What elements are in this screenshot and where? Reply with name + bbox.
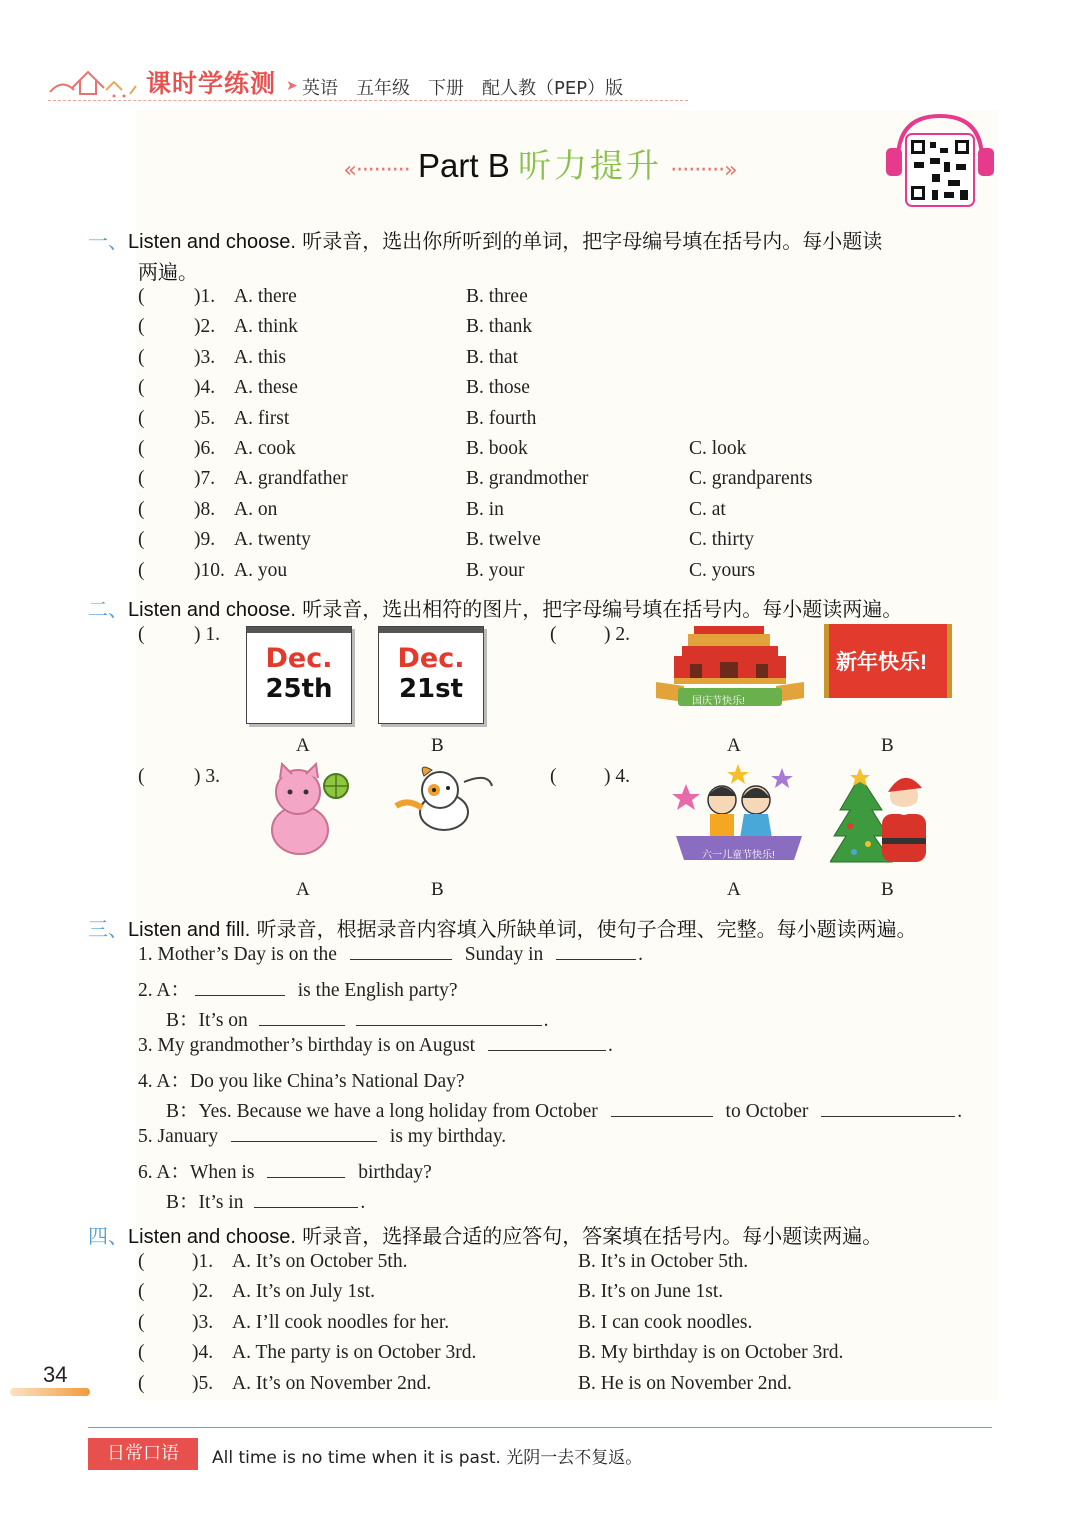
option-c: C. at	[689, 498, 726, 520]
answer-blank[interactable]	[356, 1009, 542, 1026]
part-title-en: Part B	[418, 147, 510, 184]
question-number: )3.	[194, 346, 216, 368]
option-b: B. fourth	[466, 407, 537, 429]
answer-bracket[interactable]: (	[138, 624, 145, 645]
answer-blank[interactable]	[488, 1034, 606, 1051]
question-number: )10.	[194, 559, 225, 581]
decor-right: ·········»	[670, 158, 737, 183]
answer-bracket[interactable]: (	[138, 316, 145, 338]
option-label-a: A	[727, 879, 741, 900]
calendar-a-month: Dec.	[265, 643, 333, 674]
option-label-a: A	[296, 879, 310, 900]
sentence-text: .	[360, 1192, 366, 1213]
option-b: B. that	[466, 346, 518, 368]
decor-left: «·········	[343, 158, 410, 183]
sentence-text: B：It’s on	[166, 1010, 248, 1031]
option-label-a: A	[296, 735, 310, 756]
sentence-text: Sunday in	[464, 944, 544, 965]
section-2-en: Listen and choose.	[128, 599, 296, 621]
option-b: B. It’s in October 5th.	[578, 1251, 749, 1272]
answer-bracket[interactable]: (	[138, 1251, 145, 1272]
question-number: )4.	[194, 377, 216, 399]
option-b: B. those	[466, 377, 530, 399]
question-number: ) 1.	[194, 624, 220, 645]
sentence-text: .	[543, 1010, 549, 1031]
sentence-text: B：Yes. Because we have a long holiday from October	[166, 1101, 598, 1122]
calendar-picture-a	[246, 626, 352, 724]
sentence-text: 3. My grandmother’s birthday is on August	[138, 1035, 476, 1056]
answer-bracket[interactable]: (	[138, 286, 145, 307]
answer-blank[interactable]	[267, 1161, 345, 1178]
answer-bracket[interactable]: (	[138, 559, 145, 581]
sentence-text: 5. January	[138, 1126, 219, 1147]
answer-bracket[interactable]: (	[138, 498, 145, 520]
option-a: A. It’s on October 5th.	[232, 1251, 408, 1272]
answer-blank[interactable]	[195, 979, 285, 996]
section-1-cn: 听录音，选出你所听到的单词，把字母编号填在括号内。每小题读	[302, 229, 883, 253]
answer-bracket[interactable]: (	[138, 1372, 145, 1394]
part-title-cn: 听力提升	[517, 146, 662, 185]
sentence-text: .	[638, 944, 643, 965]
option-c: C. look	[689, 438, 747, 459]
section-4-cn: 听录音，选择最合适的应答句，答案填在括号内。每小题读两遍。	[302, 1224, 883, 1248]
option-label-b: B	[881, 879, 894, 900]
christmas-picture	[830, 766, 930, 870]
option-b: B. grandmother	[466, 468, 589, 490]
option-a: A. you	[234, 559, 288, 581]
sentence-text: 6. A：When is	[138, 1162, 255, 1183]
section-2-heading	[88, 593, 902, 622]
option-a: A. these	[234, 377, 298, 399]
page-number-bar	[10, 1388, 90, 1396]
section-1-heading-cont: 两遍。	[138, 260, 198, 284]
option-b: B. He is on November 2nd.	[578, 1372, 792, 1394]
question-number: )4.	[192, 1342, 214, 1364]
sentence-text: to October	[725, 1101, 809, 1122]
answer-blank[interactable]	[259, 1009, 345, 1026]
calendar-b-month: Dec.	[397, 643, 465, 674]
sentence-text: birthday?	[358, 1162, 432, 1183]
question-number: ) 2.	[604, 624, 630, 645]
option-b: B. I can cook noodles.	[578, 1311, 753, 1333]
option-b: B. book	[466, 438, 528, 459]
option-a: A. cook	[234, 438, 296, 459]
answer-bracket[interactable]: (	[138, 1281, 145, 1303]
option-label-b: B	[431, 879, 444, 900]
option-b: B. your	[466, 559, 525, 581]
footer-quote: All time is no time when it is past. 光阴一去不复返。	[212, 1448, 643, 1468]
page-number: 34	[43, 1362, 68, 1387]
section-3-cn: 听录音，根据录音内容填入所缺单词，使句子合理、完整。每小题读两遍。	[256, 917, 917, 941]
section-3-en: Listen and fill.	[128, 919, 251, 941]
section-1-en: Listen and choose.	[128, 231, 296, 253]
section-4-heading	[88, 1220, 882, 1249]
answer-bracket[interactable]: (	[138, 468, 145, 490]
option-b: B. in	[466, 498, 504, 520]
fill-sentence-1	[138, 943, 643, 966]
option-c: C. yours	[689, 559, 756, 581]
question-number: )8.	[194, 498, 216, 520]
sentence-text: is the English party?	[297, 980, 458, 1001]
section-2-number: 二、	[88, 597, 128, 621]
option-a: A. on	[234, 498, 278, 520]
answer-blank[interactable]	[821, 1100, 955, 1117]
qr-code-icon[interactable]	[884, 112, 996, 212]
option-a: A. grandfather	[234, 468, 348, 490]
sentence-text: .	[607, 1035, 613, 1056]
answer-blank[interactable]	[254, 1191, 358, 1208]
section-1-heading	[88, 225, 882, 254]
fill-sentence-3	[138, 1034, 613, 1057]
book-subtitle: 英语 五年级 下册 配人教（PEP）版	[302, 78, 624, 99]
option-b: B. It’s on June 1st.	[578, 1281, 724, 1303]
option-b: B. My birthday is on October 3rd.	[578, 1342, 844, 1364]
fill-sentence-2a	[138, 974, 458, 1002]
calendar-picture-b	[378, 626, 484, 724]
section-3-heading	[88, 913, 917, 942]
option-c: C. grandparents	[689, 468, 813, 490]
sentence-text: .	[957, 1101, 963, 1122]
answer-bracket[interactable]: (	[138, 407, 145, 429]
option-label-a: A	[727, 735, 741, 756]
cat-picture	[262, 762, 354, 858]
option-a: A. think	[234, 316, 298, 338]
footer-divider	[88, 1427, 992, 1428]
answer-blank[interactable]	[350, 943, 452, 960]
banner-a-text: 国庆节快乐!	[692, 696, 745, 707]
answer-bracket[interactable]: (	[550, 624, 557, 645]
option-a: A. I’ll cook noodles for her.	[232, 1311, 450, 1333]
sentence-text: is my birthday.	[389, 1126, 507, 1147]
option-b: B. three	[466, 286, 528, 307]
question-number: )9.	[194, 529, 216, 551]
answer-bracket[interactable]: (	[550, 766, 557, 787]
answer-blank[interactable]	[611, 1100, 713, 1117]
section-2-cn: 听录音，选出相符的图片，把字母编号填在括号内。每小题读两遍。	[302, 597, 903, 621]
question-number: )1.	[192, 1251, 214, 1272]
dog-picture	[388, 762, 496, 842]
section-4-number: 四、	[88, 1224, 128, 1248]
calendar-a-day: 25th	[265, 674, 333, 704]
fill-sentence-2b	[166, 1004, 548, 1032]
header-divider	[48, 100, 688, 101]
question-number: ) 3.	[194, 766, 220, 787]
answer-blank[interactable]	[231, 1125, 377, 1142]
question-number: )2.	[192, 1281, 214, 1303]
question-number: )6.	[194, 438, 216, 459]
question-number: ) 4.	[604, 766, 630, 787]
fill-sentence-6b	[166, 1186, 365, 1214]
banner-b-text: 新年快乐!	[836, 651, 927, 674]
option-a: A. first	[234, 407, 290, 429]
answer-bracket[interactable]: (	[138, 1342, 145, 1364]
option-c: C. thirty	[689, 529, 755, 551]
calendar-b-day: 21st	[398, 674, 464, 704]
answer-bracket[interactable]: (	[138, 377, 145, 399]
fill-sentence-4a: 4. A：Do you like China’s National Day?	[138, 1071, 465, 1092]
option-label-b: B	[431, 735, 444, 756]
question-number: )5.	[194, 407, 216, 429]
answer-blank[interactable]	[556, 943, 636, 960]
fill-sentence-6a	[138, 1156, 432, 1184]
option-b: B. thank	[466, 316, 533, 338]
option-a: A. there	[234, 286, 297, 307]
series-title: 课时学练测	[146, 69, 277, 98]
sentence-text: B：It’s in	[166, 1192, 244, 1213]
fill-sentence-5	[138, 1125, 506, 1148]
question-number: )1.	[194, 286, 216, 307]
answer-bracket[interactable]: (	[138, 766, 145, 787]
option-a: A. this	[234, 346, 287, 368]
answer-bracket[interactable]: (	[138, 529, 145, 551]
question-number: )2.	[194, 316, 216, 338]
arrow-icon: ➤	[286, 79, 298, 94]
sentence-text: 1. Mother’s Day is on the	[138, 944, 337, 965]
option-a: A. twenty	[234, 529, 311, 551]
house-logo-icon	[44, 60, 144, 102]
option-a: A. It’s on November 2nd.	[232, 1372, 432, 1394]
answer-bracket[interactable]: (	[138, 1311, 145, 1333]
option-a: A. The party is on October 3rd.	[232, 1342, 477, 1364]
fill-sentence-4b	[166, 1095, 962, 1123]
section-3-number: 三、	[88, 917, 128, 941]
option-label-b: B	[881, 735, 894, 756]
answer-bracket[interactable]: (	[138, 346, 145, 368]
section-1-number: 一、	[88, 229, 128, 253]
question-number: )7.	[194, 468, 216, 490]
question-number: )5.	[192, 1372, 214, 1394]
footer-tag: 日常口语	[88, 1438, 198, 1470]
option-b: B. twelve	[466, 529, 541, 551]
answer-bracket[interactable]: (	[138, 438, 145, 459]
sentence-text: 2. A：	[138, 980, 191, 1001]
section-4-en: Listen and choose.	[128, 1226, 296, 1248]
question-number: )3.	[192, 1311, 214, 1333]
option-a: A. It’s on July 1st.	[232, 1281, 376, 1303]
banner-children-text: 六一儿童节快乐!	[702, 850, 775, 861]
